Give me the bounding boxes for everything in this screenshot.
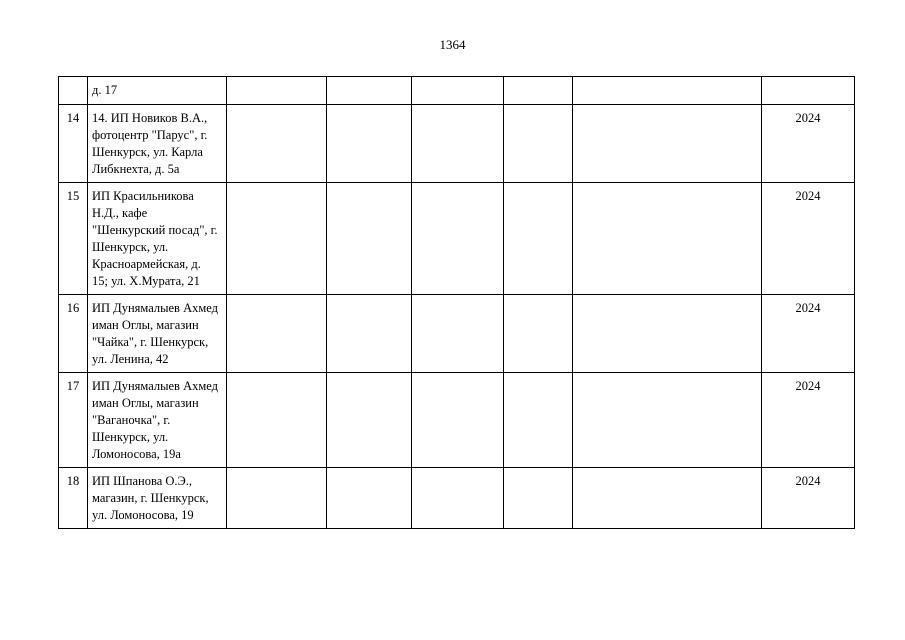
empty-cell	[504, 468, 573, 529]
empty-cell	[573, 77, 762, 105]
entity-description: ИП Красильникова Н.Д., кафе "Шенкурский посад", г. Шенкурск, ул. Красноармейская, д. 15; ул. Х.Мурата, 21	[88, 183, 227, 295]
empty-cell	[573, 183, 762, 295]
table-row	[59, 468, 855, 529]
empty-cell	[327, 77, 412, 105]
empty-cell	[227, 373, 327, 468]
entity-description: ИП Дунямалыев Ахмед иман Оглы, магазин "Ваганочка", г. Шенкурск, ул. Ломоносова, 19а	[88, 373, 227, 468]
empty-cell	[412, 183, 504, 295]
row-number: 15	[59, 183, 88, 295]
empty-cell	[504, 77, 573, 105]
table-row	[59, 295, 855, 373]
entity-description: ИП Шпанова О.Э., магазин, г. Шенкурск, ул. Ломоносова, 19	[88, 468, 227, 529]
empty-cell	[327, 373, 412, 468]
entity-description: ИП Дунямалыев Ахмед иман Оглы, магазин "Чайка", г. Шенкурск, ул. Ленина, 42	[88, 295, 227, 373]
empty-cell	[573, 468, 762, 529]
row-number: 14	[59, 105, 88, 183]
empty-cell	[573, 373, 762, 468]
year-cell: 2024	[762, 183, 855, 295]
entity-description: д. 17	[88, 77, 227, 105]
empty-cell	[504, 373, 573, 468]
empty-cell	[504, 183, 573, 295]
empty-cell	[412, 468, 504, 529]
empty-cell	[412, 77, 504, 105]
empty-cell	[327, 295, 412, 373]
table-row	[59, 105, 855, 183]
year-cell: 2024	[762, 295, 855, 373]
table-row	[59, 183, 855, 295]
year-cell: 2024	[762, 373, 855, 468]
empty-cell	[327, 183, 412, 295]
row-number: 17	[59, 373, 88, 468]
empty-cell	[412, 105, 504, 183]
empty-cell	[412, 295, 504, 373]
empty-cell	[327, 468, 412, 529]
empty-cell	[227, 183, 327, 295]
row-number: 16	[59, 295, 88, 373]
row-number: 18	[59, 468, 88, 529]
empty-cell	[227, 295, 327, 373]
empty-cell	[573, 105, 762, 183]
table-row	[59, 77, 855, 105]
empty-cell	[412, 373, 504, 468]
registry-table	[58, 76, 855, 529]
empty-cell	[227, 468, 327, 529]
year-cell: 2024	[762, 105, 855, 183]
empty-cell	[573, 295, 762, 373]
empty-cell	[504, 105, 573, 183]
page-number: 1364	[439, 37, 466, 52]
row-number	[59, 77, 88, 105]
table-row	[59, 373, 855, 468]
empty-cell	[227, 77, 327, 105]
empty-cell	[327, 105, 412, 183]
empty-cell	[227, 105, 327, 183]
entity-description: 14. ИП Новиков В.А., фотоцентр "Парус", г. Шенкурск, ул. Карла Либкнехта, д. 5а	[88, 105, 227, 183]
empty-cell	[504, 295, 573, 373]
year-cell	[762, 77, 855, 105]
year-cell: 2024	[762, 468, 855, 529]
